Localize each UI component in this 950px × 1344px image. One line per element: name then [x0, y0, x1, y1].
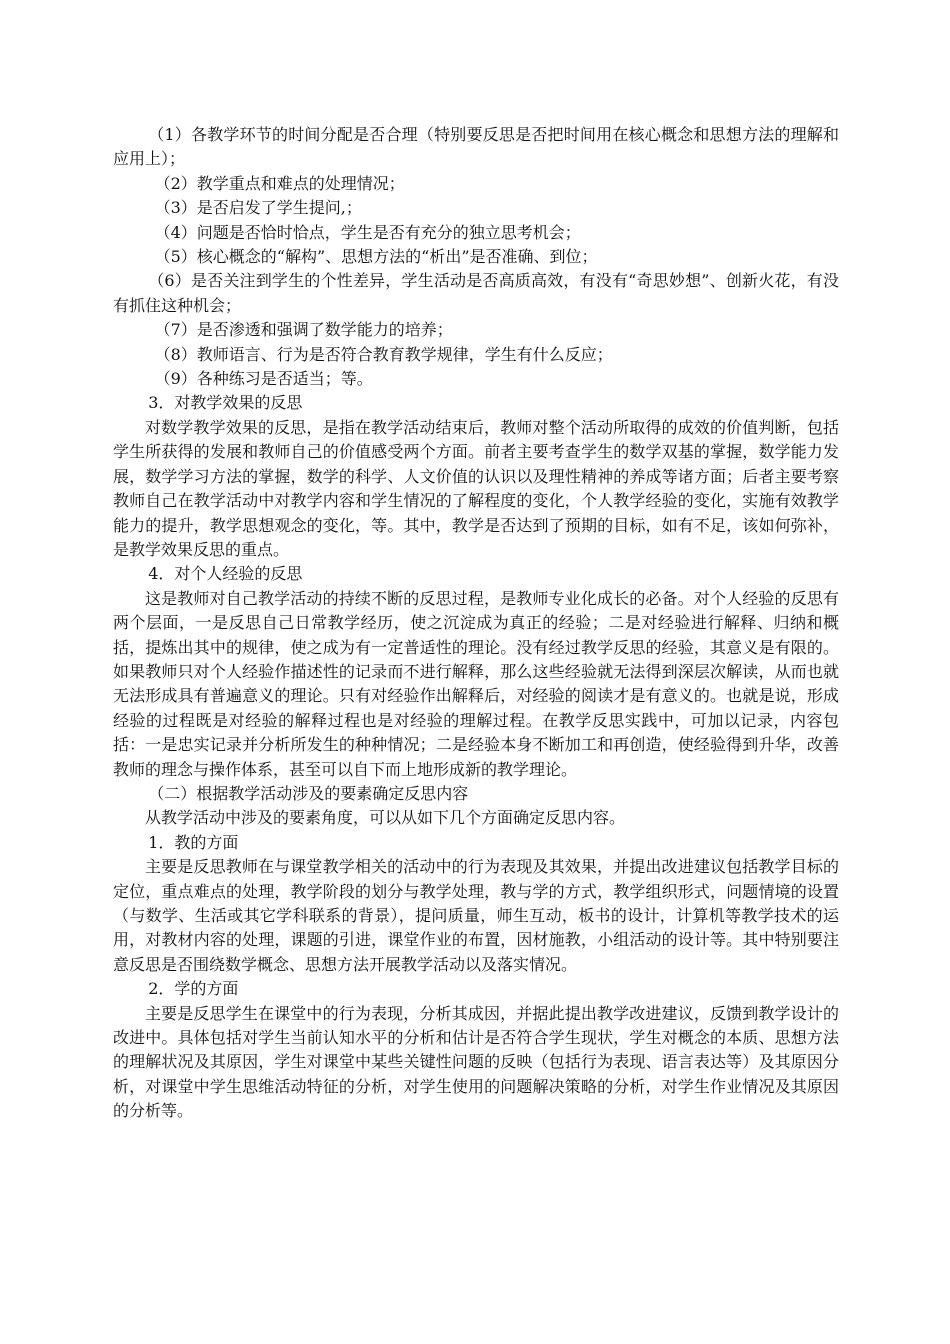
paragraph-personal-experience: 这是教师对自己教学活动的持续不断的反思过程，是教师专业化成长的必备。对个人经验的反思有两个层面，一是反思自己日常教学经历，使之沉淀成为真正的经验；二是对经验进行解释、归纳和概括，提炼出其中的规律，使之成为有一定普适性的理论。没有经过教学反思的经验，其意义是有限的。如果教师只对个人经验作描述性的记录而不进行解释，那么这些经验就无法得到深层次解读，从而也就无法形成具有普遍意义的理论。只有对经验作出解释后，对经验的阅读才是有意义的。也就是说，形成经验的过程既是对经验的解释过程也是对经验的理解过程。在教学反思实践中，可加以记录，内容包括：一是忠实记录并分析所发生的种种情况；二是经验本身不断加工和再创造，使经验得到升华，改善教师的理念与操作体系，甚至可以自下而上地形成新的教学理论。 — [113, 588, 839, 779]
list-item-2: （2）教学重点和难点的处理情况； — [154, 173, 405, 193]
heading-teaching-side: 1．教的方面 — [148, 832, 239, 852]
list-item-4: （4）问题是否恰时恰点，学生是否有充分的独立思考机会； — [154, 222, 581, 242]
list-item-3: （3）是否启发了学生提问,； — [154, 198, 362, 218]
section-heading-elements: （二）根据教学活动涉及的要素确定反思内容 — [148, 783, 469, 803]
list-item-9: （9）各种练习是否适当；等。 — [154, 369, 373, 389]
heading-learning-side: 2．学的方面 — [148, 979, 239, 999]
paragraph-teaching-side: 主要是反思教师在与课堂教学相关的活动中的行为表现及其效果，并提出改进建议包括教学目标的定位，重点难点的处理，教学阶段的划分与教学处理，教与学的方式，教学组织形式，问题情境的设置（与数学、生活或其它学科联系的背景），提问质量，师生互动，板书的设计，计算机等教学技术的运用，对教材内容的处理，课题的引进，课堂作业的布置，因材施教，小组活动的设计等。其中特别要注意反思是否围绕数学概念、思想方法开展教学活动以及落实情况。 — [113, 857, 839, 974]
heading-teaching-effect: 3．对教学效果的反思 — [148, 393, 303, 413]
list-item-7: （7）是否渗透和强调了数学能力的培养； — [154, 320, 453, 340]
list-item-5: （5）核心概念的“解构”、思想方法的“析出”是否准确、到位； — [154, 247, 598, 267]
document-page — [113, 123, 839, 1124]
paragraph-learning-side: 主要是反思学生在课堂中的行为表现，分析其成因，并据此提出教学改进建议，反馈到教学设计的改进中。具体包括对学生当前认知水平的分析和估计是否符合学生现状，学生对概念的本质、思想方法的理解状况及其原因，学生对课堂中某些关键性问题的反映（包括行为表现、语言表达等）及其原因分析，对课堂中学生思维活动特征的分析，对学生使用的问题解决策略的分析，对学生作业情况及其原因的分析等。 — [113, 1003, 839, 1121]
list-item-6: （6）是否关注到学生的个性差异，学生活动是否高质高效，有没有“奇思妙想”、创新火花，有没有抓住这种机会； — [113, 271, 839, 315]
paragraph-elements-intro: 从教学活动中涉及的要素角度，可以从如下几个方面确定反思内容。 — [145, 808, 626, 828]
paragraph-teaching-effect: 对数学教学效果的反思，是指在教学活动结束后，教师对整个活动所取得的成效的价值判断，包括学生所获得的发展和教师自己的价值感受两个方面。前者主要考查学生的数学双基的掌握，数学能力发展，数学学习方法的掌握，数学的科学、人文价值的认识以及理性精神的养成等诸方面；后者主要考察教师自己在教学活动中对教学内容和学生情况的了解程度的变化，个人教学经验的变化，实施有效教学能力的提升，教学思想观念的变化，等。其中，教学是否达到了预期的目标，如有不足，该如何弥补，是教学效果反思的重点。 — [113, 417, 839, 559]
list-item-8: （8）教师语言、行为是否符合教育教学规律，学生有什么反应； — [154, 344, 613, 364]
list-item-1: （1）各教学环节的时间分配是否合理（特别要反思是否把时间用在核心概念和思想方法的理解和应用上）； — [113, 125, 839, 169]
heading-personal-experience: 4．对个人经验的反思 — [148, 564, 303, 584]
